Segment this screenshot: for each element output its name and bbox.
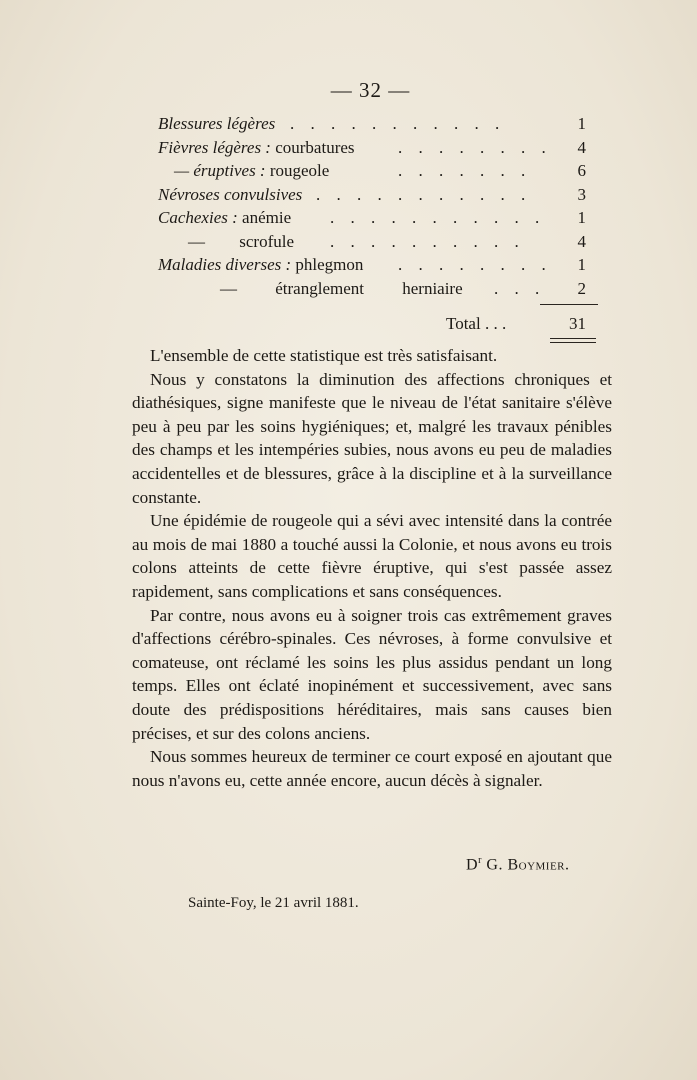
report-body — [132, 344, 612, 792]
signature — [466, 855, 570, 874]
total-label: Total . . . — [446, 314, 507, 333]
stat-value: 1 — [577, 208, 586, 227]
leader-dots: . . . . . . . . . . — [330, 231, 525, 251]
leader-dots: . . . . . . . . . . . — [316, 184, 532, 204]
paragraph: L'ensemble de cette statistique est très satisfaisant. — [150, 346, 498, 365]
stat-label: Cachexies : — [158, 208, 238, 227]
stat-row — [158, 136, 598, 160]
stat-row — [158, 112, 598, 136]
total-value: 31 — [569, 314, 586, 333]
leader-dots: . . . . . . . . — [398, 137, 552, 157]
stat-sublabel: — scrofule — [188, 231, 295, 251]
place-date: Sainte-Foy, le 21 avril 1881. — [188, 895, 359, 911]
stat-value: 3 — [577, 184, 586, 204]
stat-sublabel: — étranglement herniaire — [220, 278, 463, 298]
stat-value: 1 — [577, 114, 586, 133]
leader-dots: . . . . . . . . . . . — [290, 114, 506, 133]
stat-label: Maladies diverses : — [158, 255, 292, 274]
stat-label: Blessures légères — [158, 114, 276, 133]
paragraph: Nous sommes heureux de terminer ce court exposé en ajoutant que nous n'avons eu, cette année encore, aucun décès à signaler. — [132, 747, 612, 790]
stat-row — [158, 253, 598, 277]
statistics-table — [158, 112, 598, 336]
total-double-rule — [550, 338, 596, 343]
leader-dots: . . . . . . . — [398, 161, 532, 180]
stat-row — [158, 183, 598, 207]
stat-value: 2 — [577, 278, 586, 298]
leader-dots: . . . . . . . . — [398, 255, 552, 274]
stat-row — [158, 277, 598, 301]
paragraph: Nous y constatons la diminution des affections chroniques et diathésiques, signe manifeste que le niveau de l'état sanitaire s'élève peu à peu par les soins hygiéniques; et, malgré les travaux pénibles des champs et les intempéries subies, nous avons eu peu de maladies accidentelles et de blessures, grâce à la discipline et à la surveillance constante. — [132, 369, 612, 507]
page-number: — 32 — — [330, 78, 411, 102]
total-row — [158, 312, 598, 336]
stat-sublabel: phlegmon — [291, 255, 364, 274]
stat-row — [158, 159, 598, 183]
signature-title-sup: r — [478, 855, 482, 866]
stat-value: 1 — [577, 255, 586, 274]
paragraph: Une épidémie de rougeole qui a sévi avec intensité dans la contrée au mois de mai 1880 a touché aussi la Colonie, et nous avons eu trois colons atteints de cette fièvre éruptive, qui s'est passée assez rapidement, sans complications et sans conséquences. — [132, 511, 612, 601]
stat-value: 6 — [577, 161, 586, 180]
leader-dots: . . . . . . . . . . . — [330, 208, 546, 227]
stat-sublabel: rougeole — [265, 161, 330, 180]
stat-row — [158, 206, 598, 230]
stat-label: — éruptives : — [174, 161, 266, 180]
leader-dots: . . . — [494, 278, 546, 298]
stat-value: 4 — [577, 137, 586, 157]
signature-name: G. Boymier. — [486, 856, 570, 874]
sum-rule — [540, 304, 598, 305]
stat-value: 4 — [577, 231, 586, 251]
stat-row — [158, 230, 598, 254]
stat-label: Névroses convulsives — [158, 184, 303, 204]
stat-sublabel: courbatures — [270, 137, 355, 157]
signature-title: D — [466, 856, 479, 874]
stat-sublabel: anémie — [237, 208, 292, 227]
paragraph: Par contre, nous avons eu à soigner trois cas extrêmement graves d'affections cérébro-spinales. Ces névroses, à forme convulsive et comateuse, ont réclamé les soins les plus assidus pendant un long temps. Elles ont éclaté inopinément et successivement, avec sans doute des prédispositions héréditaires, mais sans causes bien précises, et sur des colons anciens. — [132, 605, 612, 743]
stat-label: Fièvres légères : — [158, 137, 271, 157]
